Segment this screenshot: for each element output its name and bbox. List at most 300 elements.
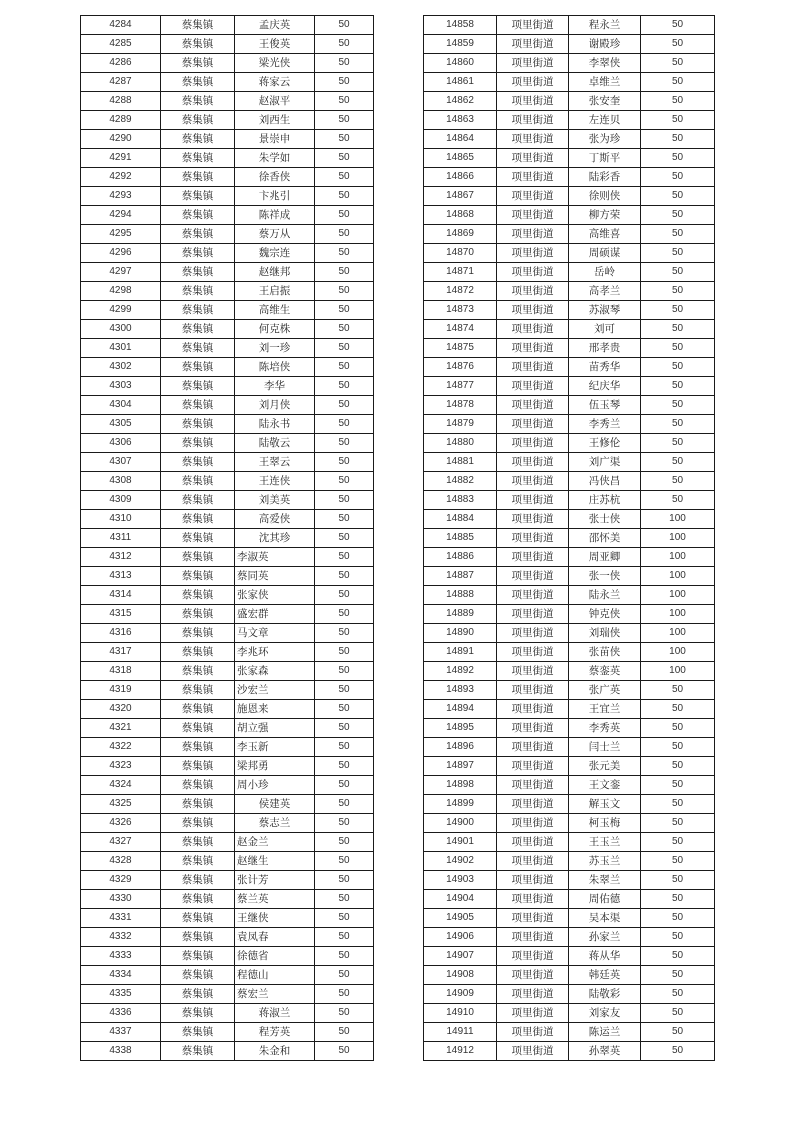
amount-cell: 50	[315, 130, 374, 149]
town-cell: 蔡集镇	[161, 700, 235, 719]
name-cell: 张苗侠	[569, 643, 641, 662]
name-cell: 周佑德	[569, 890, 641, 909]
table-row	[424, 757, 715, 776]
town-cell: 蔡集镇	[161, 966, 235, 985]
amount-cell: 50	[315, 415, 374, 434]
serial-number-cell: 14873	[424, 301, 497, 320]
name-cell: 陈运兰	[569, 1023, 641, 1042]
amount-cell: 50	[641, 1004, 715, 1023]
serial-number-cell: 4308	[81, 472, 161, 491]
right-table	[423, 15, 715, 1061]
serial-number-cell: 14868	[424, 206, 497, 225]
serial-number-cell: 4324	[81, 776, 161, 795]
amount-cell: 100	[641, 510, 715, 529]
amount-cell: 50	[315, 548, 374, 567]
amount-cell: 50	[315, 491, 374, 510]
table-row	[81, 814, 374, 833]
serial-number-cell: 4311	[81, 529, 161, 548]
serial-number-cell: 4334	[81, 966, 161, 985]
name-cell: 蔡万从	[235, 225, 315, 244]
name-cell: 刘瑞侠	[569, 624, 641, 643]
name-cell: 高维喜	[569, 225, 641, 244]
name-cell: 李华	[235, 377, 315, 396]
name-cell: 邵怀美	[569, 529, 641, 548]
town-cell: 蔡集镇	[161, 795, 235, 814]
amount-cell: 50	[315, 776, 374, 795]
table-row	[81, 263, 374, 282]
amount-cell: 100	[641, 529, 715, 548]
town-cell: 项里街道	[497, 909, 569, 928]
amount-cell: 50	[315, 377, 374, 396]
name-cell: 张计芳	[235, 871, 315, 890]
table-row	[81, 833, 374, 852]
serial-number-cell: 4297	[81, 263, 161, 282]
name-cell: 高爱侠	[235, 510, 315, 529]
serial-number-cell: 14909	[424, 985, 497, 1004]
amount-cell: 50	[315, 833, 374, 852]
serial-number-cell: 4321	[81, 719, 161, 738]
amount-cell: 50	[641, 263, 715, 282]
name-cell: 蔡銮英	[569, 662, 641, 681]
serial-number-cell: 4320	[81, 700, 161, 719]
serial-number-cell: 4289	[81, 111, 161, 130]
serial-number-cell: 14889	[424, 605, 497, 624]
amount-cell: 50	[315, 510, 374, 529]
town-cell: 蔡集镇	[161, 301, 235, 320]
serial-number-cell: 4288	[81, 92, 161, 111]
serial-number-cell: 4327	[81, 833, 161, 852]
amount-cell: 50	[315, 814, 374, 833]
table-row	[424, 814, 715, 833]
amount-cell: 50	[641, 92, 715, 111]
serial-number-cell: 4295	[81, 225, 161, 244]
serial-number-cell: 14860	[424, 54, 497, 73]
town-cell: 项里街道	[497, 111, 569, 130]
town-cell: 蔡集镇	[161, 263, 235, 282]
serial-number-cell: 14880	[424, 434, 497, 453]
name-cell: 朱学如	[235, 149, 315, 168]
town-cell: 蔡集镇	[161, 757, 235, 776]
town-cell: 项里街道	[497, 434, 569, 453]
town-cell: 蔡集镇	[161, 149, 235, 168]
town-cell: 项里街道	[497, 662, 569, 681]
table-row	[81, 890, 374, 909]
amount-cell: 50	[315, 244, 374, 263]
table-row	[81, 757, 374, 776]
town-cell: 项里街道	[497, 643, 569, 662]
name-cell: 刘月侠	[235, 396, 315, 415]
town-cell: 蔡集镇	[161, 928, 235, 947]
name-cell: 魏宗连	[235, 244, 315, 263]
amount-cell: 50	[641, 833, 715, 852]
serial-number-cell: 4293	[81, 187, 161, 206]
town-cell: 蔡集镇	[161, 871, 235, 890]
town-cell: 项里街道	[497, 833, 569, 852]
town-cell: 项里街道	[497, 301, 569, 320]
town-cell: 蔡集镇	[161, 225, 235, 244]
serial-number-cell: 4305	[81, 415, 161, 434]
serial-number-cell: 14908	[424, 966, 497, 985]
name-cell: 邢孝贵	[569, 339, 641, 358]
town-cell: 蔡集镇	[161, 282, 235, 301]
town-cell: 项里街道	[497, 54, 569, 73]
amount-cell: 50	[641, 738, 715, 757]
table-row	[81, 225, 374, 244]
serial-number-cell: 14866	[424, 168, 497, 187]
amount-cell: 50	[641, 776, 715, 795]
town-cell: 蔡集镇	[161, 605, 235, 624]
town-cell: 项里街道	[497, 282, 569, 301]
name-cell: 陆敬云	[235, 434, 315, 453]
serial-number-cell: 4312	[81, 548, 161, 567]
amount-cell: 50	[641, 719, 715, 738]
amount-cell: 50	[641, 130, 715, 149]
name-cell: 梁邦勇	[235, 757, 315, 776]
town-cell: 蔡集镇	[161, 415, 235, 434]
name-cell: 苗秀华	[569, 358, 641, 377]
name-cell: 左连贝	[569, 111, 641, 130]
serial-number-cell: 14904	[424, 890, 497, 909]
amount-cell: 50	[641, 282, 715, 301]
amount-cell: 50	[641, 757, 715, 776]
serial-number-cell: 14871	[424, 263, 497, 282]
amount-cell: 50	[641, 35, 715, 54]
name-cell: 刘一珍	[235, 339, 315, 358]
town-cell: 蔡集镇	[161, 187, 235, 206]
amount-cell: 50	[641, 168, 715, 187]
name-cell: 赵继邦	[235, 263, 315, 282]
table-row	[424, 16, 715, 35]
amount-cell: 50	[315, 282, 374, 301]
name-cell: 张安奎	[569, 92, 641, 111]
amount-cell: 50	[315, 168, 374, 187]
amount-cell: 50	[641, 852, 715, 871]
town-cell: 项里街道	[497, 320, 569, 339]
town-cell: 项里街道	[497, 738, 569, 757]
table-row	[424, 1004, 715, 1023]
serial-number-cell: 14872	[424, 282, 497, 301]
table-row	[81, 871, 374, 890]
amount-cell: 50	[315, 909, 374, 928]
amount-cell: 50	[641, 225, 715, 244]
name-cell: 李秀英	[569, 719, 641, 738]
town-cell: 蔡集镇	[161, 16, 235, 35]
serial-number-cell: 14869	[424, 225, 497, 244]
serial-number-cell: 14892	[424, 662, 497, 681]
table-row	[81, 529, 374, 548]
town-cell: 项里街道	[497, 510, 569, 529]
name-cell: 蔡宏兰	[235, 985, 315, 1004]
table-row	[81, 947, 374, 966]
amount-cell: 50	[641, 54, 715, 73]
name-cell: 程永兰	[569, 16, 641, 35]
table-row	[81, 358, 374, 377]
serial-number-cell: 14902	[424, 852, 497, 871]
amount-cell: 50	[315, 339, 374, 358]
table-row	[424, 263, 715, 282]
table-row	[81, 795, 374, 814]
town-cell: 蔡集镇	[161, 491, 235, 510]
amount-cell: 50	[641, 358, 715, 377]
table-row	[424, 453, 715, 472]
serial-number-cell: 14912	[424, 1042, 497, 1061]
amount-cell: 50	[641, 681, 715, 700]
table-row	[81, 928, 374, 947]
table-row	[424, 947, 715, 966]
town-cell: 蔡集镇	[161, 738, 235, 757]
town-cell: 项里街道	[497, 244, 569, 263]
amount-cell: 50	[315, 111, 374, 130]
amount-cell: 50	[315, 396, 374, 415]
serial-number-cell: 4335	[81, 985, 161, 1004]
serial-number-cell: 14903	[424, 871, 497, 890]
table-row	[81, 111, 374, 130]
table-row	[81, 244, 374, 263]
amount-cell: 50	[315, 757, 374, 776]
serial-number-cell: 14891	[424, 643, 497, 662]
left-table	[80, 15, 374, 1061]
name-cell: 刘家友	[569, 1004, 641, 1023]
name-cell: 丁斯平	[569, 149, 641, 168]
table-row	[424, 985, 715, 1004]
table-row	[81, 567, 374, 586]
name-cell: 蔡兰英	[235, 890, 315, 909]
amount-cell: 50	[315, 320, 374, 339]
table-row	[81, 776, 374, 795]
town-cell: 蔡集镇	[161, 852, 235, 871]
name-cell: 刘广渠	[569, 453, 641, 472]
serial-number-cell: 4314	[81, 586, 161, 605]
town-cell: 蔡集镇	[161, 92, 235, 111]
table-row	[424, 301, 715, 320]
amount-cell: 50	[315, 92, 374, 111]
table-row	[424, 643, 715, 662]
table-row	[424, 966, 715, 985]
amount-cell: 100	[641, 567, 715, 586]
amount-cell: 50	[315, 206, 374, 225]
name-cell: 卓维兰	[569, 73, 641, 92]
serial-number-cell: 4319	[81, 681, 161, 700]
town-cell: 项里街道	[497, 966, 569, 985]
serial-number-cell: 14867	[424, 187, 497, 206]
amount-cell: 50	[641, 434, 715, 453]
amount-cell: 50	[315, 1042, 374, 1061]
table-row	[424, 662, 715, 681]
table-row	[424, 510, 715, 529]
town-cell: 项里街道	[497, 339, 569, 358]
serial-number-cell: 4325	[81, 795, 161, 814]
amount-cell: 50	[315, 643, 374, 662]
name-cell: 程芳英	[235, 1023, 315, 1042]
amount-cell: 50	[641, 187, 715, 206]
serial-number-cell: 4285	[81, 35, 161, 54]
table-row	[81, 377, 374, 396]
name-cell: 侯建英	[235, 795, 315, 814]
table-row	[81, 605, 374, 624]
serial-number-cell: 4329	[81, 871, 161, 890]
name-cell: 王俊英	[235, 35, 315, 54]
serial-number-cell: 14861	[424, 73, 497, 92]
serial-number-cell: 14911	[424, 1023, 497, 1042]
table-row	[81, 320, 374, 339]
town-cell: 项里街道	[497, 16, 569, 35]
table-row	[424, 738, 715, 757]
serial-number-cell: 14879	[424, 415, 497, 434]
amount-cell: 50	[641, 491, 715, 510]
name-cell: 袁凤春	[235, 928, 315, 947]
serial-number-cell: 14900	[424, 814, 497, 833]
serial-number-cell: 4296	[81, 244, 161, 263]
serial-number-cell: 4309	[81, 491, 161, 510]
table-row	[81, 130, 374, 149]
serial-number-cell: 4287	[81, 73, 161, 92]
serial-number-cell: 4284	[81, 16, 161, 35]
town-cell: 项里街道	[497, 1004, 569, 1023]
table-row	[424, 1042, 715, 1061]
amount-cell: 50	[641, 909, 715, 928]
name-cell: 纪庆华	[569, 377, 641, 396]
town-cell: 项里街道	[497, 719, 569, 738]
table-row	[424, 434, 715, 453]
name-cell: 张元美	[569, 757, 641, 776]
town-cell: 项里街道	[497, 700, 569, 719]
table-row	[81, 510, 374, 529]
table-row	[424, 377, 715, 396]
amount-cell: 50	[315, 149, 374, 168]
serial-number-cell: 14884	[424, 510, 497, 529]
name-cell: 沈其珍	[235, 529, 315, 548]
name-cell: 王继侠	[235, 909, 315, 928]
serial-number-cell: 4313	[81, 567, 161, 586]
table-row	[81, 54, 374, 73]
town-cell: 蔡集镇	[161, 1042, 235, 1061]
town-cell: 蔡集镇	[161, 320, 235, 339]
town-cell: 项里街道	[497, 776, 569, 795]
town-cell: 蔡集镇	[161, 206, 235, 225]
table-row	[81, 852, 374, 871]
town-cell: 蔡集镇	[161, 719, 235, 738]
name-cell: 何克株	[235, 320, 315, 339]
amount-cell: 50	[315, 187, 374, 206]
table-row	[81, 168, 374, 187]
town-cell: 蔡集镇	[161, 377, 235, 396]
amount-cell: 50	[315, 928, 374, 947]
town-cell: 项里街道	[497, 567, 569, 586]
table-row	[424, 624, 715, 643]
table-row	[424, 320, 715, 339]
name-cell: 苏淑琴	[569, 301, 641, 320]
name-cell: 张家森	[235, 662, 315, 681]
amount-cell: 50	[315, 1023, 374, 1042]
amount-cell: 50	[315, 567, 374, 586]
serial-number-cell: 4298	[81, 282, 161, 301]
amount-cell: 50	[315, 54, 374, 73]
town-cell: 蔡集镇	[161, 1004, 235, 1023]
amount-cell: 50	[315, 871, 374, 890]
amount-cell: 100	[641, 662, 715, 681]
serial-number-cell: 4322	[81, 738, 161, 757]
table-row	[81, 719, 374, 738]
name-cell: 蔡同英	[235, 567, 315, 586]
serial-number-cell: 14905	[424, 909, 497, 928]
name-cell: 李淑英	[235, 548, 315, 567]
serial-number-cell: 14870	[424, 244, 497, 263]
table-row	[424, 890, 715, 909]
serial-number-cell: 14893	[424, 681, 497, 700]
name-cell: 蒋淑兰	[235, 1004, 315, 1023]
name-cell: 钟克侠	[569, 605, 641, 624]
amount-cell: 50	[315, 624, 374, 643]
table-row	[81, 681, 374, 700]
serial-number-cell: 4326	[81, 814, 161, 833]
table-row	[424, 852, 715, 871]
name-cell: 梁光侠	[235, 54, 315, 73]
town-cell: 蔡集镇	[161, 833, 235, 852]
table-row	[81, 624, 374, 643]
table-row	[81, 339, 374, 358]
serial-number-cell: 4332	[81, 928, 161, 947]
name-cell: 高维生	[235, 301, 315, 320]
town-cell: 项里街道	[497, 586, 569, 605]
table-row	[81, 35, 374, 54]
serial-number-cell: 4306	[81, 434, 161, 453]
town-cell: 项里街道	[497, 73, 569, 92]
serial-number-cell: 14899	[424, 795, 497, 814]
town-cell: 项里街道	[497, 1023, 569, 1042]
name-cell: 王修伦	[569, 434, 641, 453]
name-cell: 张广英	[569, 681, 641, 700]
town-cell: 项里街道	[497, 605, 569, 624]
amount-cell: 50	[315, 890, 374, 909]
table-row	[81, 966, 374, 985]
table-row	[424, 206, 715, 225]
amount-cell: 50	[641, 244, 715, 263]
serial-number-cell: 14883	[424, 491, 497, 510]
serial-number-cell: 14888	[424, 586, 497, 605]
serial-number-cell: 14885	[424, 529, 497, 548]
amount-cell: 50	[315, 301, 374, 320]
town-cell: 蔡集镇	[161, 776, 235, 795]
town-cell: 项里街道	[497, 871, 569, 890]
amount-cell: 50	[315, 605, 374, 624]
table-row	[81, 700, 374, 719]
town-cell: 蔡集镇	[161, 985, 235, 1004]
name-cell: 张士侠	[569, 510, 641, 529]
amount-cell: 50	[641, 985, 715, 1004]
amount-cell: 50	[641, 1023, 715, 1042]
table-row	[81, 985, 374, 1004]
town-cell: 项里街道	[497, 377, 569, 396]
table-row	[424, 833, 715, 852]
name-cell: 谢殿珍	[569, 35, 641, 54]
table-row	[81, 1004, 374, 1023]
amount-cell: 50	[641, 453, 715, 472]
table-row	[424, 92, 715, 111]
amount-cell: 50	[641, 377, 715, 396]
serial-number-cell: 14898	[424, 776, 497, 795]
name-cell: 苏玉兰	[569, 852, 641, 871]
serial-number-cell: 14881	[424, 453, 497, 472]
town-cell: 蔡集镇	[161, 586, 235, 605]
town-cell: 项里街道	[497, 358, 569, 377]
serial-number-cell: 14865	[424, 149, 497, 168]
amount-cell: 50	[315, 529, 374, 548]
name-cell: 陈祥成	[235, 206, 315, 225]
town-cell: 项里街道	[497, 491, 569, 510]
serial-number-cell: 14896	[424, 738, 497, 757]
amount-cell: 50	[315, 1004, 374, 1023]
town-cell: 项里街道	[497, 947, 569, 966]
